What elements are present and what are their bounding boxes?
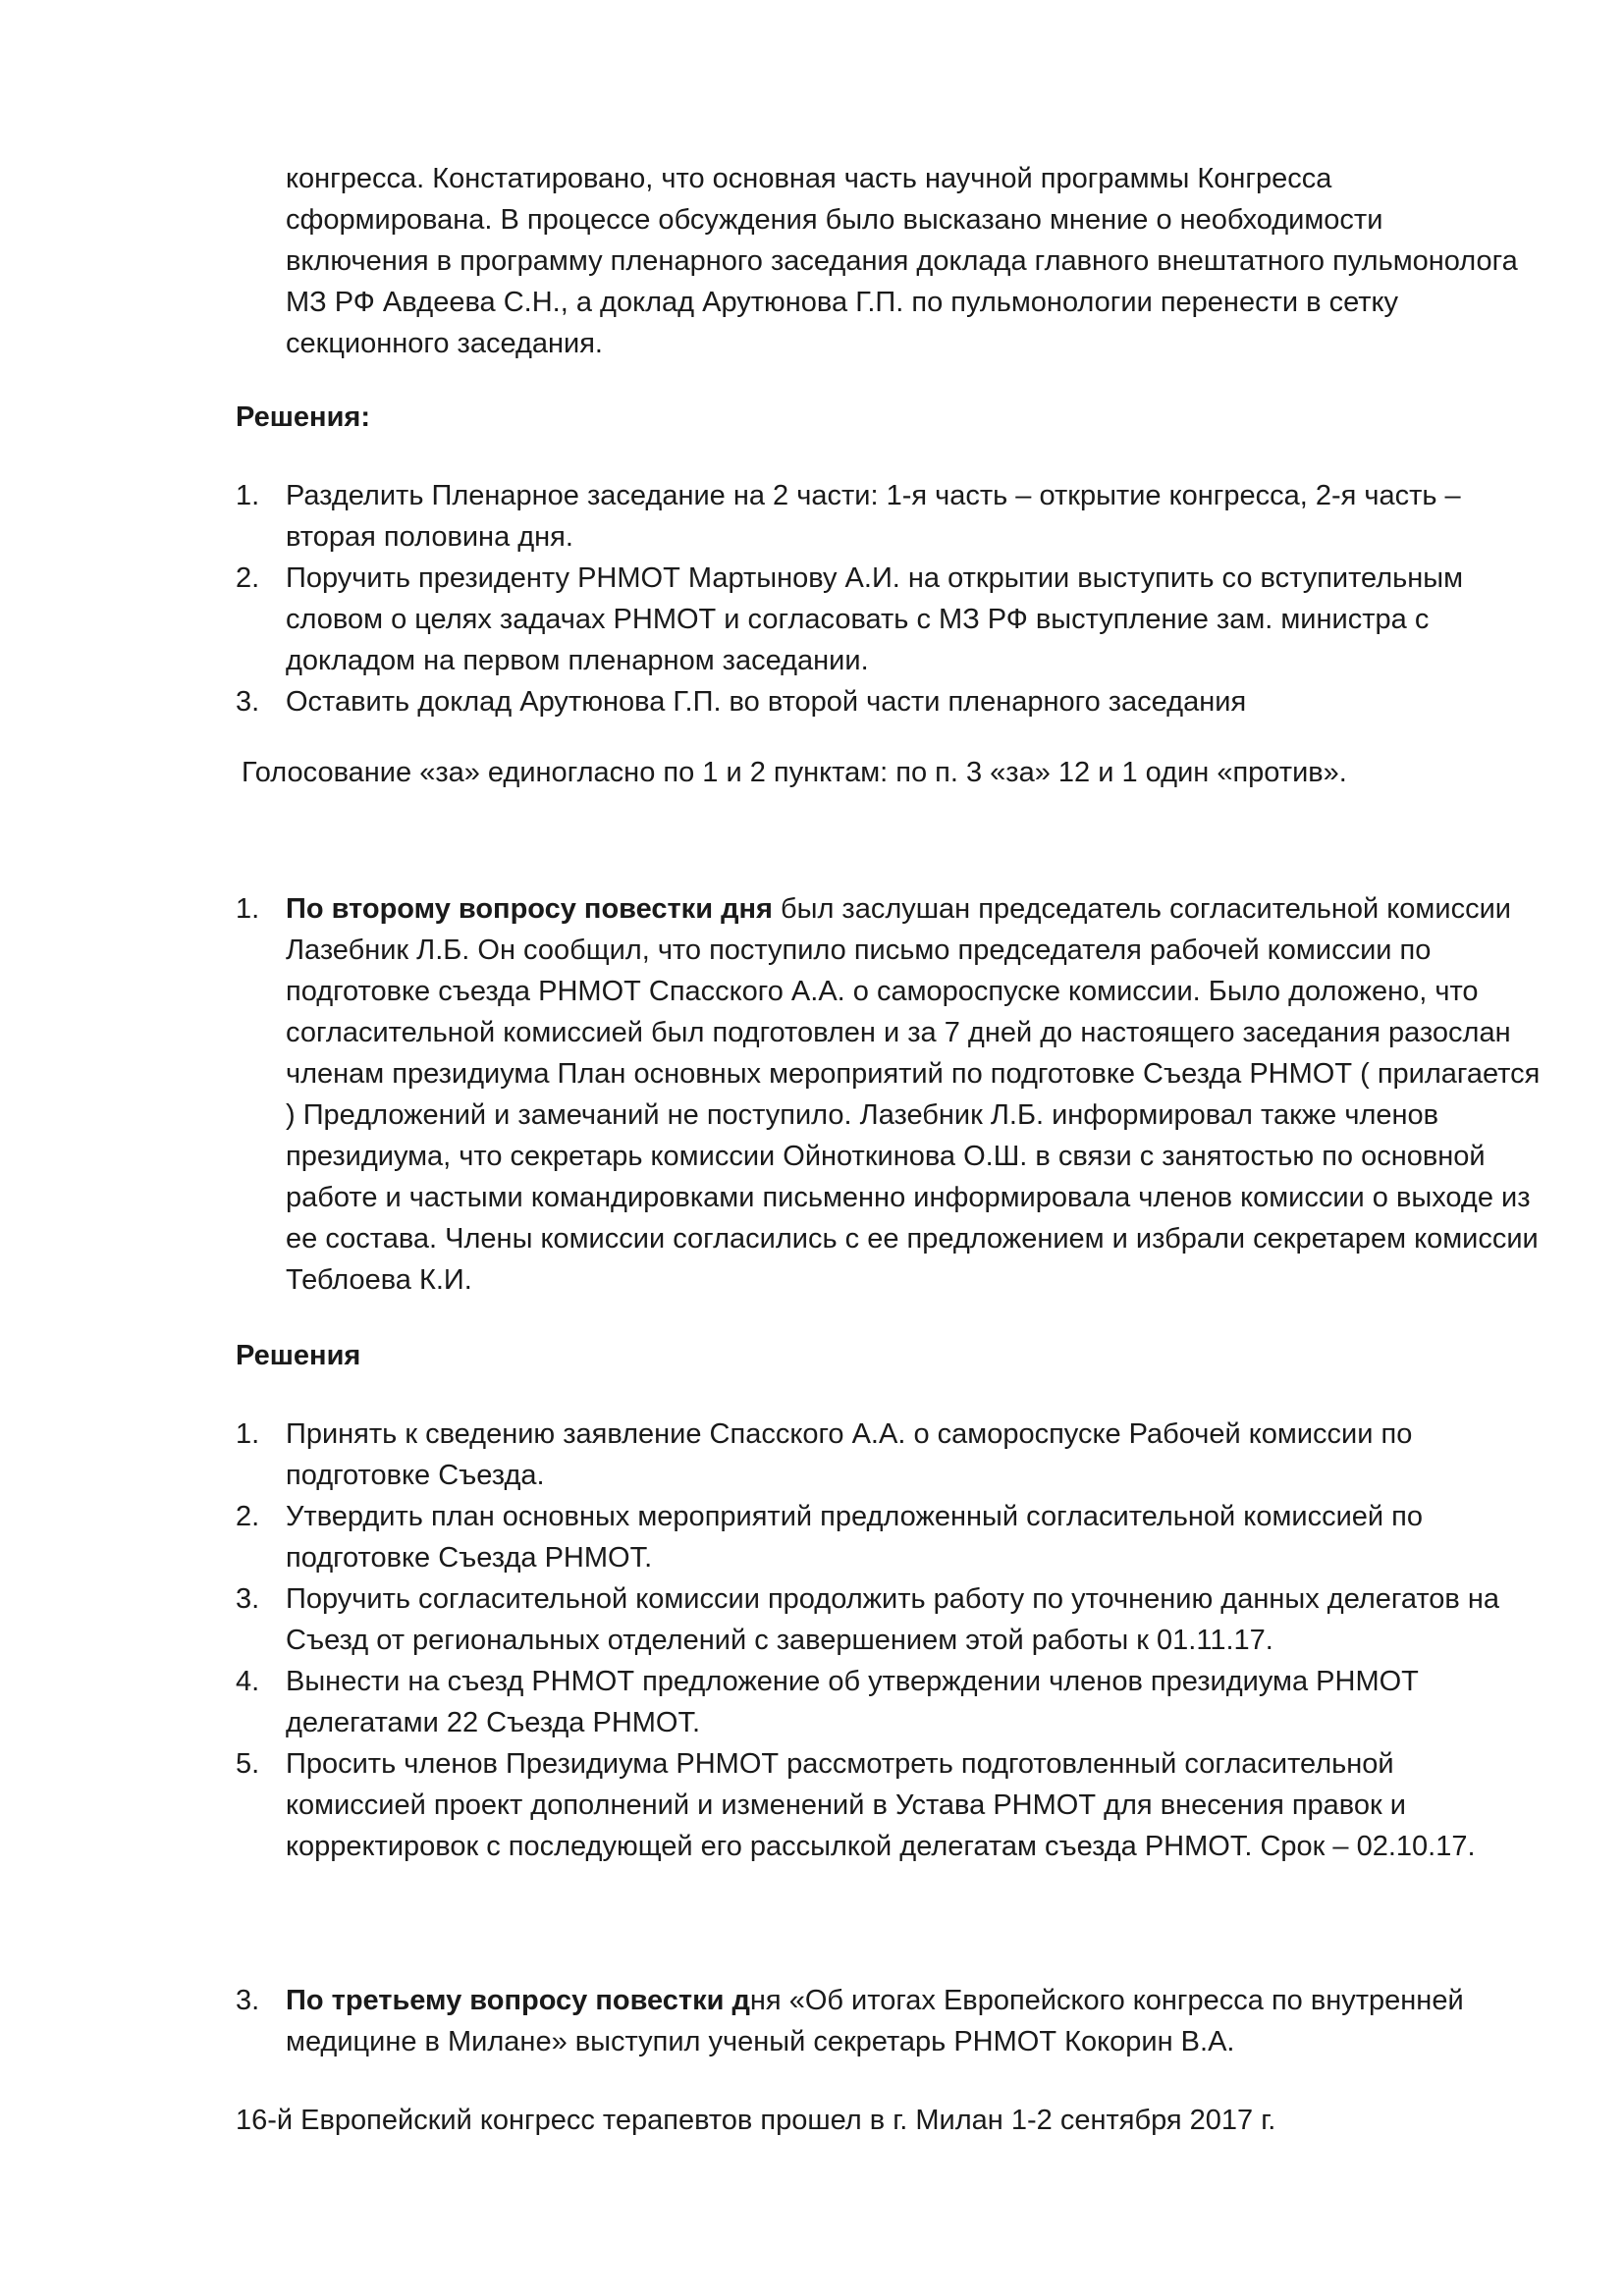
list-item-number: 2. [236,1501,260,1532]
list-item-text: Поручить президенту РНМОТ Мартынову А.И. на открытии выступить со вступительным словом о целях задачах РНМОТ и согласовать с МЗ РФ выступление зам. министра с докладом на первом пленарном заседании. [286,562,1464,676]
list-item [236,1980,1542,2062]
list-item-number: 4. [236,1666,260,1697]
list-item [236,1743,1542,1867]
list-item [236,1414,1542,1496]
decisions-heading-1: Решения: [236,401,370,433]
final-paragraph: 16-й Европейский конгресс терапевтов прошел в г. Милан 1-2 сентября 2017 г. [236,2105,1276,2136]
list-item-number: 1. [236,480,260,511]
third-question-text: ня «Об итогах Европейского конгресса по внутренней медицине в Милане» выступил ученый секретарь РНМОТ Кокорин В.А. [286,1985,1464,2057]
list-item-text: Утвердить план основных мероприятий предложенный согласительной комиссией по подготовке Съезда РНМОТ. [286,1501,1424,1574]
list-item-number: 3. [236,1583,260,1615]
decisions-list-2 [236,1414,1542,1867]
decisions-list-1 [236,475,1542,722]
list-item-number: 3. [236,686,260,718]
third-question-item [236,1980,1542,2062]
list-item-text: Оставить доклад Арутюнова Г.П. во второй части пленарного заседания [286,686,1247,718]
list-item-number: 5. [236,1748,260,1780]
list-item [236,1496,1542,1578]
second-question-title: По второму вопросу повестки дня [286,893,773,925]
intro-paragraph: конгресса. Констатировано, что основная часть научной программы Конгресса сформирована. В процессе обсуждения было высказано мнение о необходимости включения в программу пленарного заседания доклада главного внештатного пульмонолога МЗ РФ Авдеева С.Н., а доклад Арутюнова Г.П. по пульмонологии перенести в сетку секционного заседания. [286,163,1518,359]
list-item-text: Разделить Пленарное заседание на 2 части: 1-я часть – открытие конгресса, 2-я часть – вторая половина дня. [286,480,1461,553]
list-item-text: Поручить согласительной комиссии продолжить работу по уточнению данных делегатов на Съезд от региональных отделений с завершением этой работы к 01.11.17. [286,1583,1500,1656]
list-item-number: 3. [236,1985,260,2016]
list-item-number: 2. [236,562,260,594]
list-item [236,475,1542,558]
list-item-number: 1. [236,893,260,925]
list-item-number: 1. [236,1418,260,1450]
list-item [236,888,1542,1301]
list-item [236,1661,1542,1743]
vote-result: Голосование «за» единогласно по 1 и 2 пунктам: по п. 3 «за» 12 и 1 один «против». [242,757,1347,788]
second-question-text: был заслушан председатель согласительной комиссии Лазебник Л.Б. Он сообщил, что поступило письмо председателя рабочей комиссии по подготовке съезда РНМОТ Спасского А.А. о самороспуске комиссии. Было доложено, что согласительной комиссией был подготовлен и за 7 дней до настоящего заседания разослан членам президиума План основных мероприятий по подготовке Съезда РНМОТ ( прилагается ) Предложений и замечаний не поступило. Лазебник Л.Б. информировал также членов президиума, что секретарь комиссии Ойноткинова О.Ш. в связи с занятостью по основной работе и частыми командировками письменно информировала членов комиссии о выходе из ее состава. Члены комиссии согласились с ее предложением и избрали секретарем комиссии Теблоева К.И. [286,893,1541,1296]
third-question-title: По третьему вопросу повестки д [286,1985,750,2016]
list-item-text: Просить членов Президиума РНМОТ рассмотреть подготовленный согласительной комиссией проект дополнений и изменений в Устава РНМОТ для внесения правок и корректировок с последующей его рассылкой делегатам съезда РНМОТ. Срок – 02.10.17. [286,1748,1476,1862]
list-item [236,681,1542,722]
decisions-heading-2: Решения [236,1340,361,1371]
list-item [236,558,1542,681]
list-item [236,1578,1542,1661]
second-question-item [236,888,1542,1301]
list-item-text: Принять к сведению заявление Спасского А.А. о самороспуске Рабочей комиссии по подготовке Съезда. [286,1418,1413,1491]
list-item-text: Вынести на съезд РНМОТ предложение об утверждении членов президиума РНМОТ делегатами 22 Съезда РНМОТ. [286,1666,1419,1738]
